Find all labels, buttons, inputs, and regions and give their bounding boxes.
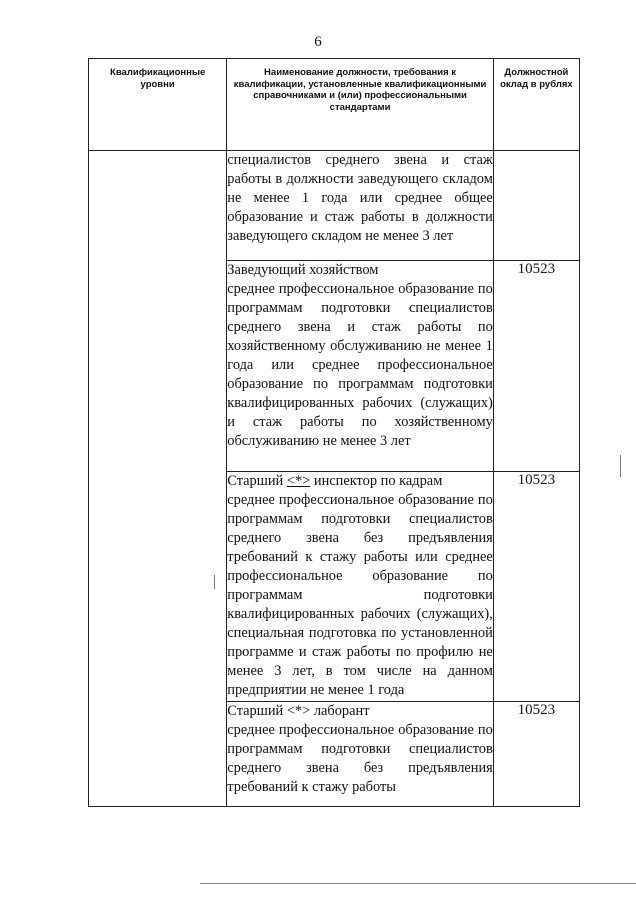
salary-cell: 10523	[493, 261, 579, 472]
salary-cell: 10523	[493, 472, 579, 702]
table-header-row	[89, 59, 580, 151]
salary-cell: 10523	[493, 702, 579, 807]
header-position-requirements-text: Наименование должности, требования к квалификации, установленные квалификационными справочниками и (или) профессиональными стандартами	[233, 67, 487, 113]
header-salary	[493, 59, 579, 151]
requirements-cell	[227, 261, 494, 472]
requirements-cell	[227, 702, 494, 807]
position-title	[227, 472, 493, 491]
table-row	[89, 151, 580, 261]
scan-artifact-mark	[214, 575, 215, 589]
page-number: 6	[314, 34, 322, 50]
requirements-text: среднее профессиональное образование по программам подготовки специалистов среднего звена без предъявления требований к стажу работы или среднее профессиональное образование по программам подготовки квалифицированных рабочих (служащих), специальная подготовка по установленной программе и стаж работы по профилю не менее 3 лет, в том числе на данном предприятии не менее 1 года	[227, 492, 493, 698]
requirements-cell	[227, 472, 494, 702]
qualification-level-cell	[89, 151, 227, 807]
qualification-table	[88, 58, 580, 807]
position-title-start: Старший	[227, 473, 287, 489]
header-qualification-levels-text: Квалификационные уровни	[110, 67, 206, 90]
position-title-marker: <*>	[286, 473, 311, 489]
requirements-cell	[227, 151, 494, 261]
header-salary-text: Должностной оклад в рублях	[500, 67, 573, 90]
requirements-text: среднее профессиональное образование по программам подготовки специалистов среднего звена и стаж работы по хозяйственному обслуживанию не менее 1 года или среднее профессиональное образование по программам подготовки квалифицированных рабочих (служащих) и стаж работы по хозяйственному обслуживанию не менее 3 лет	[227, 281, 493, 449]
salary-cell	[493, 151, 579, 261]
scan-artifact-line	[200, 883, 636, 884]
requirements-text: среднее профессиональное образование по программам подготовки специалистов среднего звена без предъявления требований к стажу работы	[227, 722, 493, 795]
position-title: Старший <*> лаборант	[227, 703, 370, 719]
scan-artifact-mark	[620, 455, 621, 477]
requirements-text: специалистов среднего звена и стаж работы в должности заведующего складом не менее 1 года или среднее общее образование и стаж работы в должности заведующего складом не менее 3 лет	[227, 152, 493, 244]
position-title-end: инспектор по кадрам	[310, 473, 443, 489]
header-position-requirements	[227, 59, 494, 151]
position-title: Заведующий хозяйством	[227, 262, 379, 278]
header-qualification-levels	[89, 59, 227, 151]
